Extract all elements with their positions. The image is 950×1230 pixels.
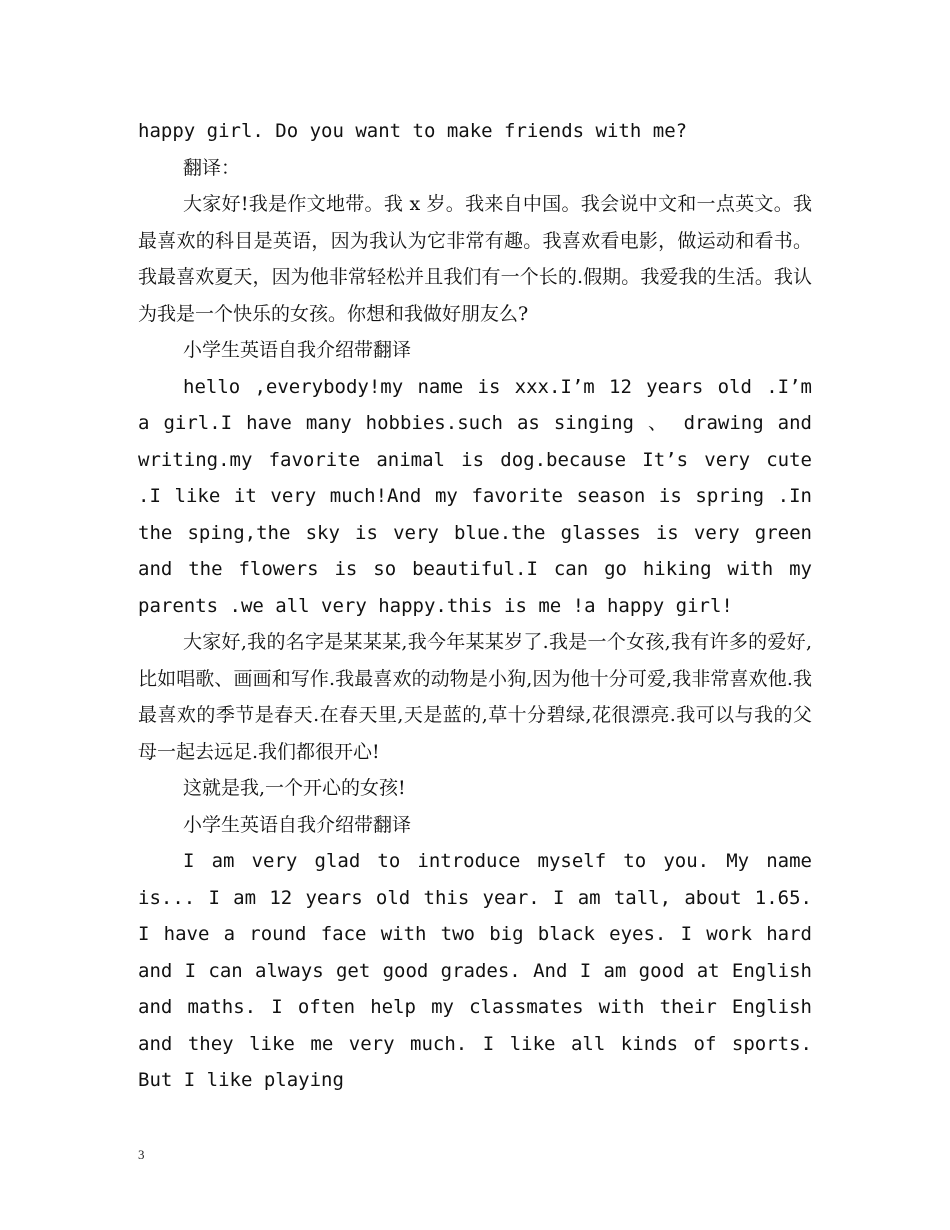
english-introduction-paragraph: hello ,everybody!my name is xxx.I’m 12 years old .I’m a girl.I have many hobbies.such as singing 、 drawing and writing.my favorite animal is dog.because It’s very cute .I like it very much!And my favorite season is spring .In the sping,the sky is very blue.the glasses is very green and the flowers is so beautiful.I can go hiking with my parents .we all very happy.this is me !a happy girl!: [138, 375, 812, 617]
closing-chinese-line: 这就是我,一个开心的女孩!: [183, 777, 406, 799]
section-heading: 小学生英语自我介绍带翻译: [183, 339, 412, 361]
section-heading-repeat: 小学生英语自我介绍带翻译: [183, 813, 412, 836]
english-self-introduction-paragraph: I am very glad to introduce myself to you. My name is... I am 12 years old this year. I am tall, about 1.65. I have a round face with two big black eyes. I work hard and I can always get good grades. And I am good at English and maths. I often help my classmates with their English and they like me very much. I like all kinds of sports. But I like playing: [138, 850, 812, 1091]
translation-label: 翻译：: [183, 156, 241, 179]
continued-english-line: happy girl. Do you want to make friends with me?: [138, 120, 688, 142]
chinese-translation-paragraph: 大家好!我是作文地带。我 x 岁。我来自中国。我会说中文和一点英文。我最喜欢的科目是英语，因为我认为它非常有趣。我喜欢看电影，做运动和看书。我最喜欢夏天，因为他非常轻松并且我们有一个长的.假期。我爱我的生活。我认为我是一个快乐的女孩。你想和我做好朋友么?: [138, 193, 812, 325]
chinese-introduction-paragraph: 大家好,我的名字是某某某,我今年某某岁了.我是一个女孩,我有许多的爱好,比如唱歌、画画和写作.我最喜欢的动物是小狗,因为他十分可爱,我非常喜欢他.我最喜欢的季节是春天.在春天里,天是蓝的,草十分碧绿,花很漂亮.我可以与我的父母一起去远足.我们都很开心!: [138, 631, 812, 763]
page-number: 3: [138, 1147, 145, 1162]
document-body: [138, 113, 812, 1099]
